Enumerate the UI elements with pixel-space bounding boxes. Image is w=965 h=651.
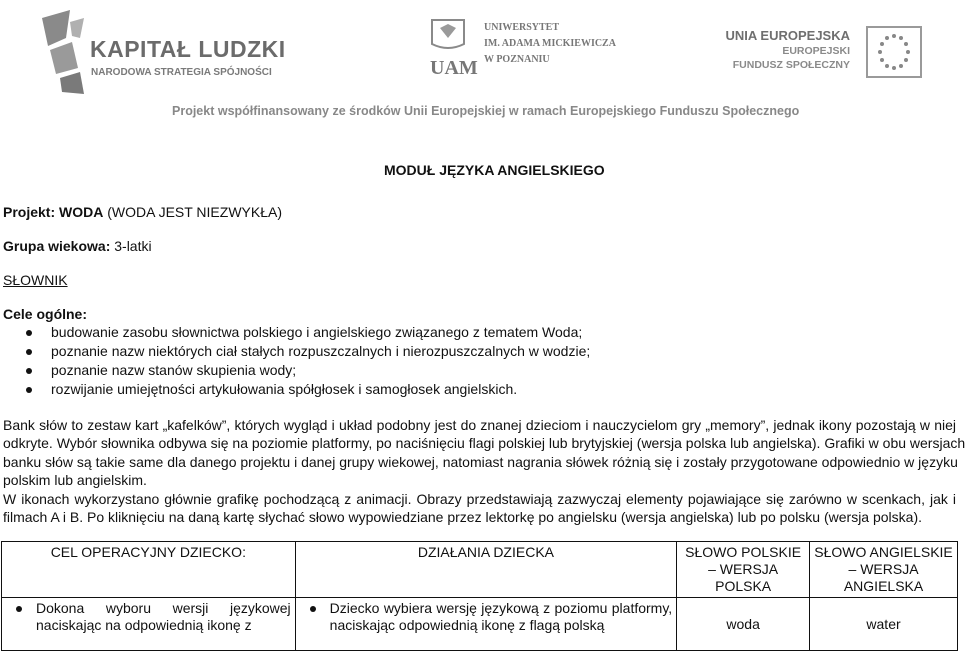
kapital-ludzki-mark-icon: [40, 8, 88, 96]
project-rest: (WODA JEST NIEZWYKŁA): [103, 204, 282, 220]
eu-line-3: FUNDUSZ SPOŁECZNY: [732, 59, 850, 71]
goals-list: [0, 324, 590, 400]
eu-logo: [725, 26, 960, 86]
kapital-ludzki-logo: [40, 8, 290, 98]
uam-line-1: UNIWERSYTET: [484, 22, 560, 33]
paragraph-line: filmach A i B. Po kliknięciu na daną kartę słychać słowo wypowiedziane przez lektorkę po angielsku (wersja angielska) lub po polsku (wersja polska).: [3, 509, 923, 526]
header-goal: CEL OPERACYJNY DZIECKO:: [2, 542, 296, 598]
eu-line-2: EUROPEJSKI: [782, 45, 850, 57]
goal-item: poznanie nazw stanów skupienia wody;: [0, 362, 590, 381]
svg-text:UAM: UAM: [430, 57, 478, 79]
paragraph-line: odkryte. Wybór słownika odbywa się na poziomie platformy, po naciśnięciu flagi polskiej lub brytyjskiej (wersja polska lub angielska). Grafiki w obu wersjach: [3, 435, 965, 452]
paragraph-line: W ikonach wykorzystano głównie grafikę pochodzącą z animacji. Obrazy przedstawiają zazwyczaj elementy pojawiające się zarówno w scenkach, jak i: [3, 490, 956, 507]
project-line: [3, 204, 282, 221]
module-title: MODUŁ JĘZYKA ANGIELSKIEGO: [384, 162, 605, 178]
description-paragraph: [3, 416, 965, 526]
uam-line-2: IM. ADAMA MICKIEWICZA: [484, 38, 616, 49]
goals-label: Cele ogólne:: [3, 306, 88, 322]
table-row: [2, 598, 958, 651]
header-english-word: SŁOWO ANGIELSKIE – WERSJA ANGIELSKA: [810, 542, 958, 598]
goal-item: budowanie zasobu słownictwa polskiego i angielskiego związanego z tematem Woda;: [0, 324, 590, 343]
row-polish-word: woda: [677, 598, 810, 651]
header-polish-word: SŁOWO POLSKIE – WERSJA POLSKA: [677, 542, 810, 598]
row-goal-text: Dokona wyboru wersji językowej naciskając na odpowiednią ikonę z: [6, 600, 291, 634]
operations-table: [1, 541, 958, 651]
age-group-line: [3, 238, 152, 255]
kapital-ludzki-title: KAPITAŁ LUDZKI: [90, 36, 286, 62]
row-action-cell: [295, 598, 677, 651]
age-group-label: Grupa wiekowa:: [3, 238, 111, 254]
eu-flag-icon: [866, 26, 922, 78]
goal-item: poznanie nazw niektórych ciał stałych rozpuszczalnych i nierozpuszczalnych w wodzie;: [0, 343, 590, 362]
project-value: WODA: [55, 204, 104, 220]
project-label: Projekt:: [3, 204, 56, 220]
uam-crest-icon: [426, 18, 478, 79]
goal-item: rozwijanie umiejętności artykułowania spółgłosek i samogłosek angielskich.: [0, 381, 590, 400]
section-title: SŁOWNIK: [3, 272, 68, 288]
paragraph-line: banku słów są takie same dla danego projektu i danej grupy wiekowej, natomiast nagrania słówek różnią się i zostały przygotowane odpowiednio w języku: [3, 453, 958, 470]
row-goal-cell: [2, 598, 296, 651]
paragraph-line: polskim lub angielskim.: [3, 472, 147, 489]
project-cofinancing-line: Projekt współfinansowany ze środków Unii Europejskiej w ramach Europejskiego Funduszu Społecznego: [172, 104, 800, 118]
uam-logo: [424, 18, 624, 88]
header-actions: DZIAŁANIA DZIECKA: [295, 542, 677, 598]
row-action-text: Dziecko wybiera wersję językową z poziomu platformy, naciskając odpowiednią ikonę z flagą polską: [300, 600, 673, 634]
page-header: [0, 0, 960, 125]
eu-line-1: UNIA EUROPEJSKA: [725, 28, 850, 43]
table-header-row: [2, 542, 958, 598]
paragraph-line: Bank słów to zestaw kart „kafelków”, których wygląd i układ podobny jest do znanej dzieciom i nauczycielom gry „memory”, jednak ikony pozostają w niej: [3, 417, 956, 433]
uam-line-3: W POZNANIU: [484, 54, 550, 65]
kapital-ludzki-subtitle: NARODOWA STRATEGIA SPÓJNOŚCI: [91, 67, 272, 78]
row-english-word: water: [810, 598, 958, 651]
age-group-value: 3-latki: [110, 238, 152, 254]
